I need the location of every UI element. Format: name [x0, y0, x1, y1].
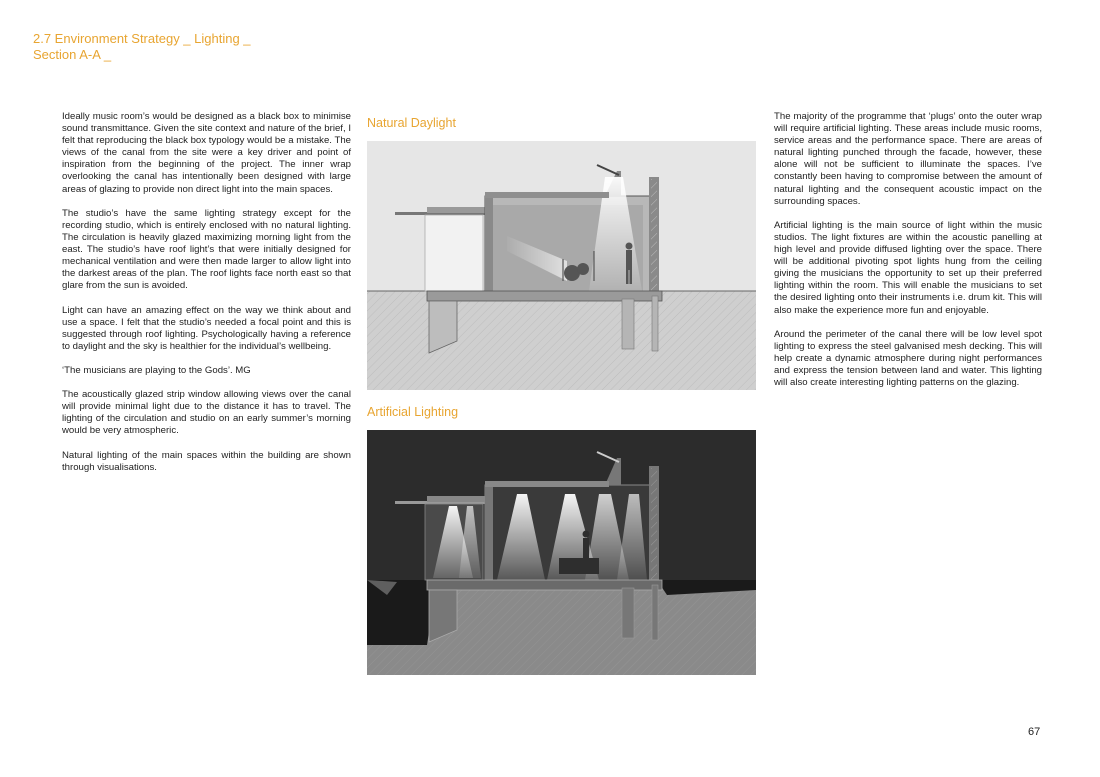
section-title: 2.7 Environment Strategy _ Lighting _ [33, 31, 251, 46]
page-header [33, 31, 251, 63]
artificial-lighting-section-drawing [367, 430, 756, 675]
artificial-lighting-title: Artificial Lighting [367, 405, 459, 419]
paragraph: Natural lighting of the main spaces within the building are shown through visualisations. [62, 449, 351, 473]
paragraph: The acoustically glazed strip window allowing views over the canal will provide minimal light due to the distance it has to travel. The lighting of the circulation and studio on an early summer’s morning would be very atmospheric. [62, 389, 351, 437]
page-number: 67 [1028, 726, 1041, 738]
paragraph: Around the perimeter of the canal there will be low level spot lighting to express the steel galvanised mesh decking. This will help create a dynamic atmosphere during night performances and express the tension between land and water. This lighting will also create interesting lighting patterns on the glazing. [774, 328, 1042, 389]
natural-daylight-section-drawing [367, 141, 756, 390]
paragraph: Light can have an amazing effect on the way we think about and use a space. I felt that the studio’s needed a focal point and this is suggested through roof lighting. Psychologically having a reference to daylight and the sky is healthier for the individual’s wellbeing. [62, 304, 351, 352]
natural-daylight-title: Natural Daylight [367, 116, 456, 130]
right-text-column [774, 111, 1042, 401]
section-subtitle: Section A-A _ [33, 47, 112, 62]
left-text-column [62, 111, 351, 486]
paragraph: The studio’s have the same lighting strategy except for the recording studio, which is entirely enclosed with no natural lighting. The circulation is heavily glazed maximizing morning light from the east. The studio’s have roof light’s that were initially designed for mechanical ventilation and were then made larger to allow light into the darkest areas of the plan. The roof lights face north east so that glare from the sun is avoided. [62, 207, 351, 292]
quote: ‘The musicians are playing to the Gods’. MG [62, 364, 251, 376]
paragraph: The majority of the programme that ‘plugs’ onto the outer wrap will require artificial lighting. These areas include music rooms, service areas and the performance space. There are areas of natural lighting punched through the facade, however, these alone will not be sufficient to illuminate the spaces. I’ve constantly been having to compromise between the amount of natural lighting and the consequent acoustic impact on the surrounding spaces. [774, 111, 1042, 207]
paragraph: Artificial lighting is the main source of light within the music studios. The light fixtures are within the acoustic panelling at high level and provide diffused lighting over the space. There will be additional pivoting spot lights hung from the ceiling giving the musicians the opportunity to set up their preferred lighting within the room. This will enable the musicians to set the desired lighting onto their instruments i.e. drum kit. This will also make the experience more fun and enjoyable. [774, 219, 1042, 316]
paragraph: Ideally music room’s would be designed as a black box to minimise sound transmittance. Given the site context and nature of the brief, I felt that reproducing the black box typology would be a mistake. The views of the canal from the site were a key driver and point of inspiration from the beginning of the project. The inner wrap overlooking the canal has intentionally been designed with large areas of glazing to provide non direct light into the main spaces. [62, 111, 351, 195]
